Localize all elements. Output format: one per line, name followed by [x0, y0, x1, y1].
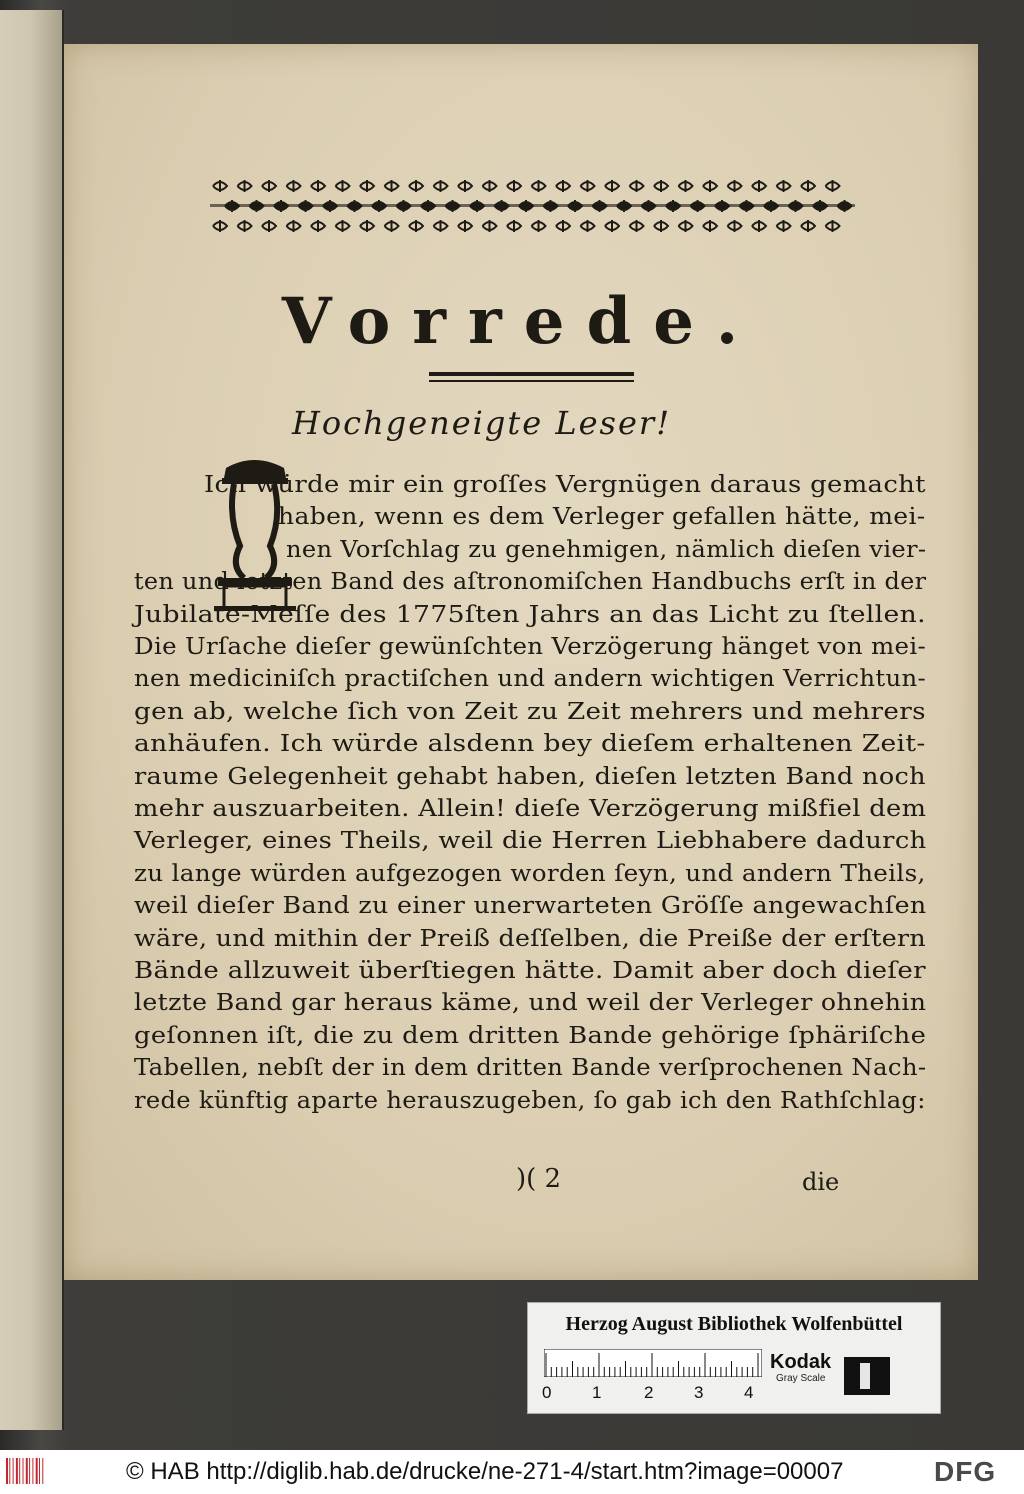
ornamental-border-icon	[210, 174, 855, 240]
facing-page-edge	[0, 10, 64, 1430]
ruler-scale-icon	[544, 1349, 762, 1377]
ruler-label: 0	[542, 1383, 552, 1402]
text-line: rede künftig aparte herauszugeben, ſo gab ich den Rathſchlag:	[134, 1087, 926, 1114]
signature-mark: )( 2	[516, 1164, 562, 1194]
ruler-label: 1	[592, 1383, 602, 1402]
gray-scale-label: Gray Scale	[776, 1373, 826, 1384]
ruler-label: 2	[644, 1383, 654, 1402]
text-line: Verleger, eines Theils, weil die Herren Liebhabere dadurch	[134, 828, 927, 855]
catchword: die	[802, 1168, 840, 1196]
text-line: anhäufen. Ich würde alsdenn bey dieſem erhaltenen Zeit-	[134, 731, 926, 758]
text-line: geſonnen iſt, die zu dem dritten Bande gehörige ſphäriſche	[134, 1022, 927, 1049]
text-line: wäre, und mithin der Preiß deſſelben, die Preiße der erſtern	[134, 925, 926, 952]
text-line: Ich würde mir ein groſſes Vergnügen daraus gemacht	[204, 472, 926, 498]
dfg-logo: DFG	[934, 1456, 997, 1487]
title-rule	[429, 372, 634, 382]
barcode-icon	[6, 1458, 46, 1484]
text-line: nen Vorſchlag zu genehmigen, nämlich dieſen vier-	[286, 536, 927, 563]
text-line: Tabellen, nebſt der in dem dritten Bande verſprochenen Nach-	[134, 1055, 927, 1082]
library-stamp	[527, 1302, 941, 1414]
library-name: Herzog August Bibliothek Wolfenbüttel	[565, 1313, 903, 1335]
page-title: Vorrede.	[281, 284, 761, 359]
text-line: Jubilate-Meſſe des 1775ſten Jahrs an das Licht zu ſtellen.	[134, 601, 926, 628]
text-line: nen mediciniſch practiſchen und andern wichtigen Verrichtun-	[134, 666, 927, 693]
text-line: ten und letzten Band des aſtronomiſchen Handbuchs erſt in der	[134, 569, 927, 596]
text-line: raume Gelegenheit gehabt haben, dieſen letzten Band noch	[134, 763, 926, 790]
gray-swatch-icon	[844, 1357, 890, 1395]
book-page	[64, 44, 978, 1280]
text-line: mehr auszuarbeiten. Allein! dieſe Verzögerung mißfiel dem	[134, 796, 927, 822]
ruler-label: 4	[744, 1383, 754, 1402]
kodak-brand: Kodak	[770, 1351, 832, 1373]
salutation: Hochgeneigte Leser!	[292, 404, 672, 442]
text-line: letzte Band gar heraus käme, und weil der Verleger ohnehin	[134, 990, 927, 1017]
footer-bar	[0, 1450, 1024, 1494]
text-line: Die Urſache dieſer gewünſchten Verzögerung hänget von mei-	[134, 634, 927, 660]
text-line: weil dieſer Band zu einer unerwarteten Gröſſe angewachſen	[134, 893, 927, 920]
text-line: haben, wenn es dem Verleger gefallen hätte, mei-	[278, 504, 926, 531]
text-line: Bände allzuweit überſtiegen hätte. Damit aber doch dieſer	[134, 958, 926, 984]
text-line: zu lange würden aufgezogen worden ſeyn, und andern Theils,	[134, 860, 926, 887]
text-line: gen ab, welche ſich von Zeit zu Zeit mehrers und mehrers	[134, 698, 926, 725]
copyright-url[interactable]: © HAB http://diglib.hab.de/drucke/ne-271-4/start.htm?image=00007	[126, 1458, 844, 1485]
ruler-label: 3	[694, 1383, 704, 1402]
